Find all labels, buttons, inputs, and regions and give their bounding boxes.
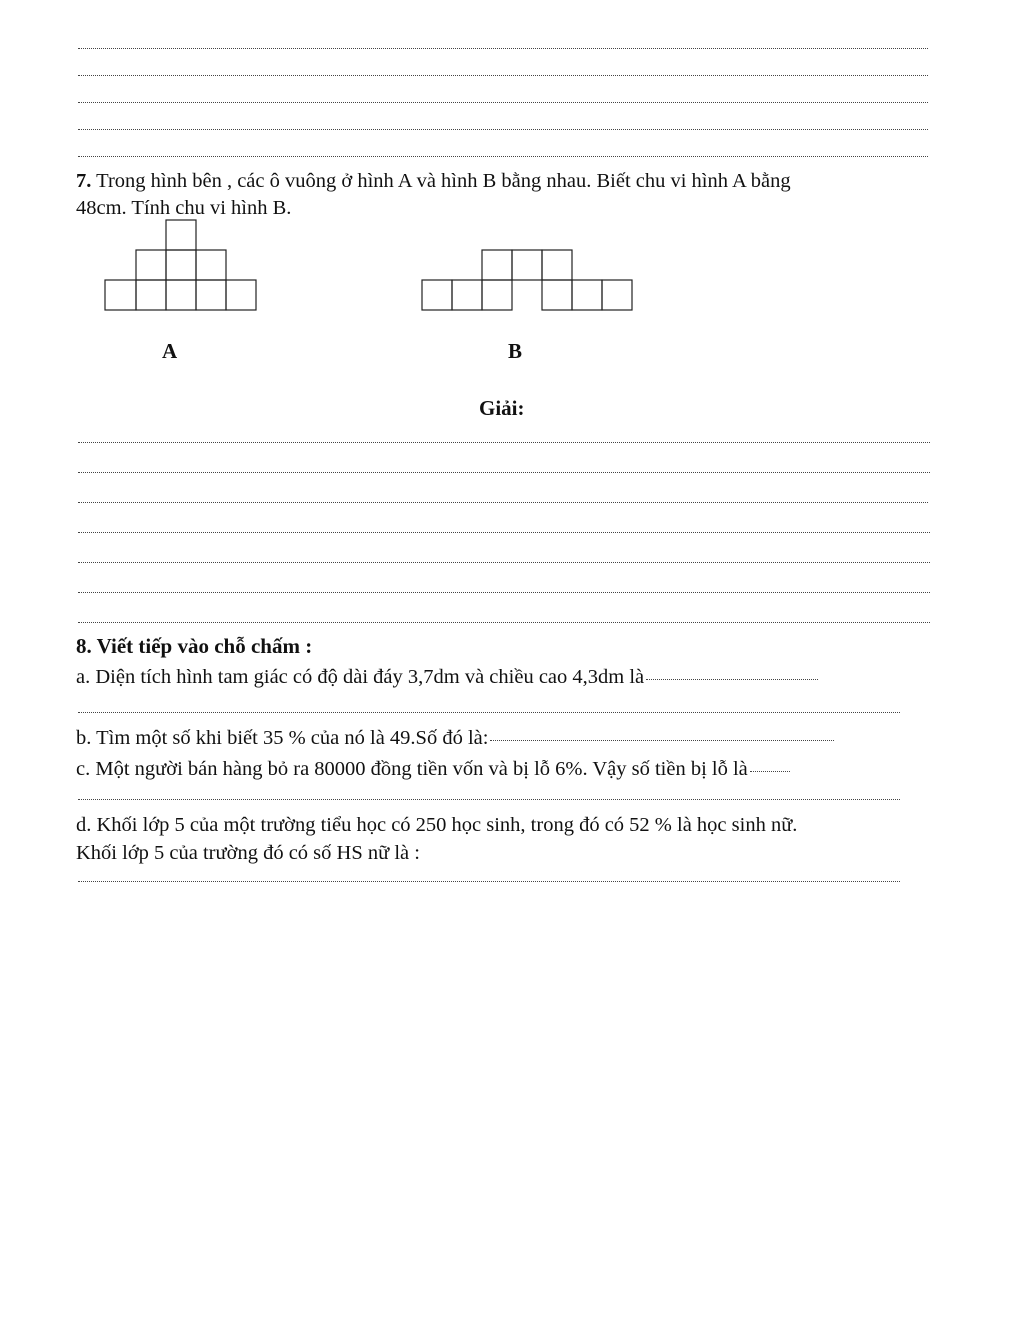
figure-b-square [602,280,632,310]
figure-b-square [542,280,572,310]
answer-line [78,592,930,593]
figure-b [418,245,638,315]
figure-b-square [542,250,572,280]
question-8b [76,725,834,751]
figure-a-square [136,280,166,310]
answer-line [78,562,930,563]
answer-line [78,881,900,882]
answer-fill [750,771,790,772]
answer-line [78,799,900,800]
question-7-line-2: 48cm. Tính chu vi hình B. [76,197,292,219]
answer-line [78,532,930,533]
answer-line [78,472,930,473]
answer-line [78,129,928,130]
figure-a-square [196,280,226,310]
figure-a-square [226,280,256,310]
figure-a-square [166,220,196,250]
question-7-line-1 [76,168,791,194]
figure-b-square [482,250,512,280]
answer-line [78,156,928,157]
question-7-number: 7. [76,170,92,192]
figure-a-square [166,250,196,280]
question-8a [76,664,818,690]
answer-fill [646,679,818,680]
question-8b-text: b. Tìm một số khi biết 35 % của nó là 49.Số đó là: [76,727,489,749]
figure-b-square [482,280,512,310]
figure-b-label: B [508,339,523,363]
figure-a [100,215,260,315]
answer-line [78,442,930,443]
answer-line [78,712,900,713]
answer-line [78,622,930,623]
question-8c-text: c. Một người bán hàng bỏ ra 80000 đồng tiền vốn và bị lỗ 6%. Vậy số tiền bị lỗ là [76,758,748,780]
figure-a-square [105,280,136,310]
answer-line [78,48,928,49]
figure-b-square [422,280,452,310]
answer-fill [490,740,834,741]
question-8d-line-1: d. Khối lớp 5 của một trường tiểu học có 250 học sinh, trong đó có 52 % là học sinh nữ. [76,814,798,836]
figure-b-square [452,280,482,310]
figure-b-square [512,250,542,280]
question-7-text: Trong hình bên , các ô vuông ở hình A và hình B bằng nhau. Biết chu vi hình A bằng [96,170,791,192]
question-8d-line-2: Khối lớp 5 của trường đó có số HS nữ là : [76,842,420,864]
question-8a-text: a. Diện tích hình tam giác có độ dài đáy 3,7dm và chiều cao 4,3dm là [76,666,645,688]
solution-heading: Giải: [479,396,525,420]
figure-b-square [572,280,602,310]
question-8c [76,756,790,782]
answer-line [78,75,928,76]
figure-a-square [166,280,196,310]
question-8-heading: 8. Viết tiếp vào chỗ chấm : [76,634,313,658]
figure-a-square [196,250,226,280]
figure-a-label: A [162,339,178,363]
answer-line [78,502,928,503]
answer-line [78,102,928,103]
figure-a-square [136,250,166,280]
